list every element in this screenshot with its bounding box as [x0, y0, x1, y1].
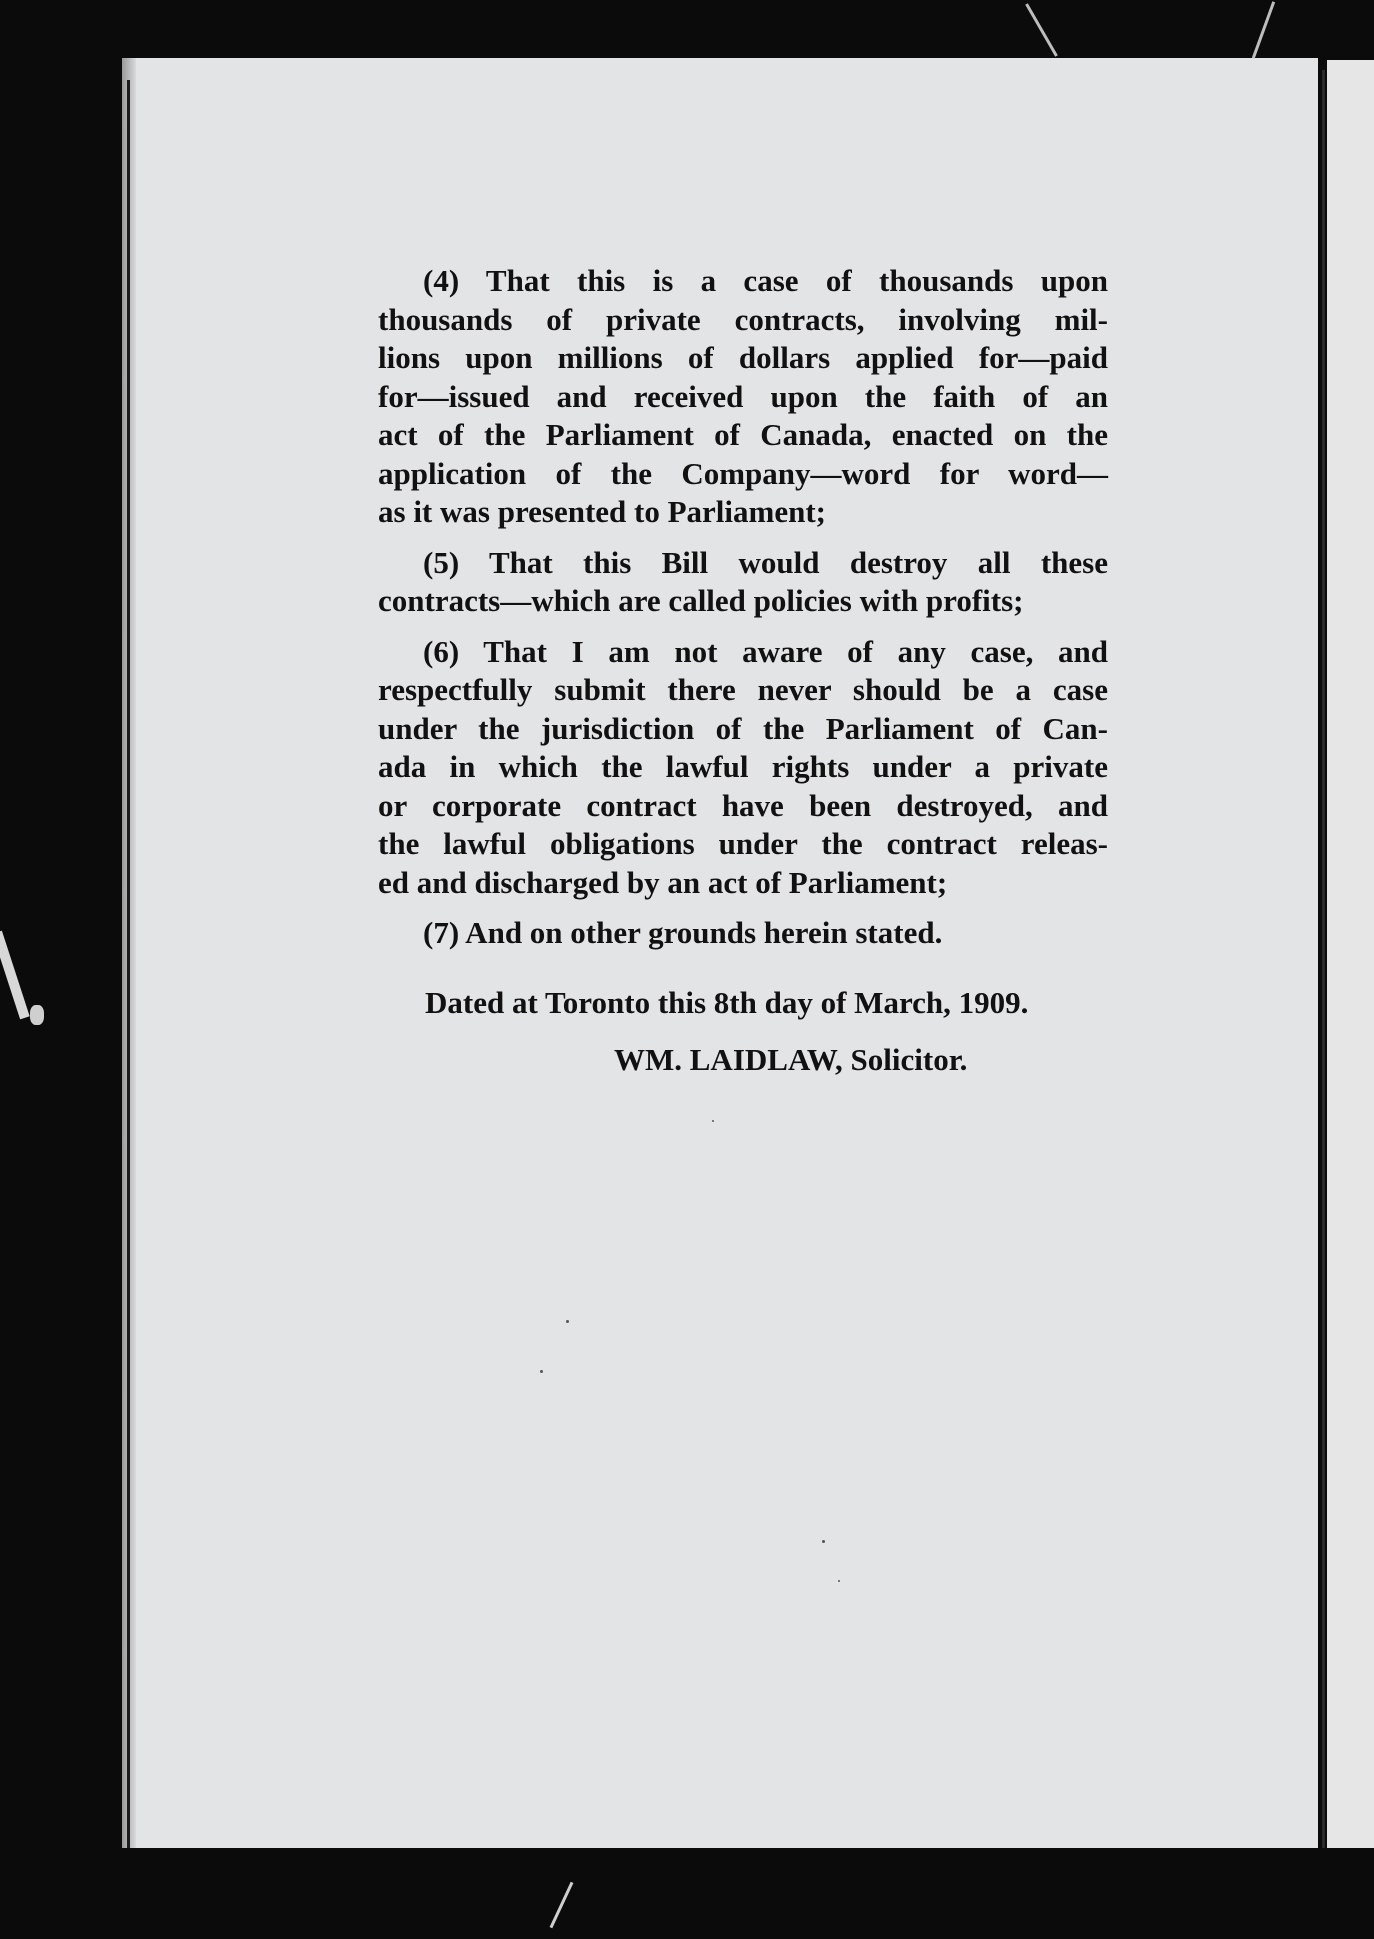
binding-line-right: [1322, 70, 1325, 1850]
text-line: ada in which the lawful rights under a private: [378, 749, 1108, 784]
text-line: ed and discharged by an act of Parliament;: [378, 864, 948, 900]
text-line: contracts—which are called policies with profits;: [378, 583, 1024, 618]
text-line: application of the Company—word for word—: [378, 455, 1108, 491]
scan-bottom-margin: [0, 1848, 1374, 1939]
paragraph-6: [378, 633, 1108, 903]
text-line: (5) That this Bill would destroy all these: [423, 544, 1108, 580]
scan-artifact-top-right: [1252, 1, 1275, 58]
text-line: respectfully submit there never should be a case: [378, 672, 1108, 707]
adjacent-page-edge: [1327, 60, 1374, 1850]
text-line: or corporate contract have been destroyed, and: [378, 787, 1108, 823]
text-line: thousands of private contracts, involving mil-: [378, 301, 1108, 337]
solicitor-signature: WM. LAIDLAW, Solicitor.: [614, 1042, 968, 1077]
text-line: act of the Parliament of Canada, enacted on the: [378, 417, 1108, 452]
paragraph-5: [378, 544, 1108, 621]
date-line: Dated at Toronto this 8th day of March, 1909.: [425, 985, 1029, 1020]
scan-artifact-top: [1025, 3, 1058, 56]
text-line: (4) That this is a case of thousands upon: [423, 263, 1108, 298]
text-line: under the jurisdiction of the Parliament of Can-: [378, 710, 1108, 746]
text-line: for—issued and received upon the faith of an: [378, 378, 1108, 414]
text-line: (7) And on other grounds herein stated.: [423, 915, 943, 950]
paragraph-4: [378, 262, 1108, 532]
text-line: as it was presented to Parliament;: [378, 494, 827, 529]
binding-line-left: [127, 80, 130, 1850]
document-body: [378, 262, 1108, 965]
paragraph-7: [378, 914, 1108, 953]
scan-artifact-left: [0, 931, 30, 1020]
text-line: (6) That I am not aware of any case, and: [423, 633, 1108, 669]
text-line: lions upon millions of dollars applied for—paid: [378, 340, 1108, 375]
scan-artifact-left-small: [30, 1005, 44, 1025]
text-line: the lawful obligations under the contract releas-: [378, 826, 1108, 861]
